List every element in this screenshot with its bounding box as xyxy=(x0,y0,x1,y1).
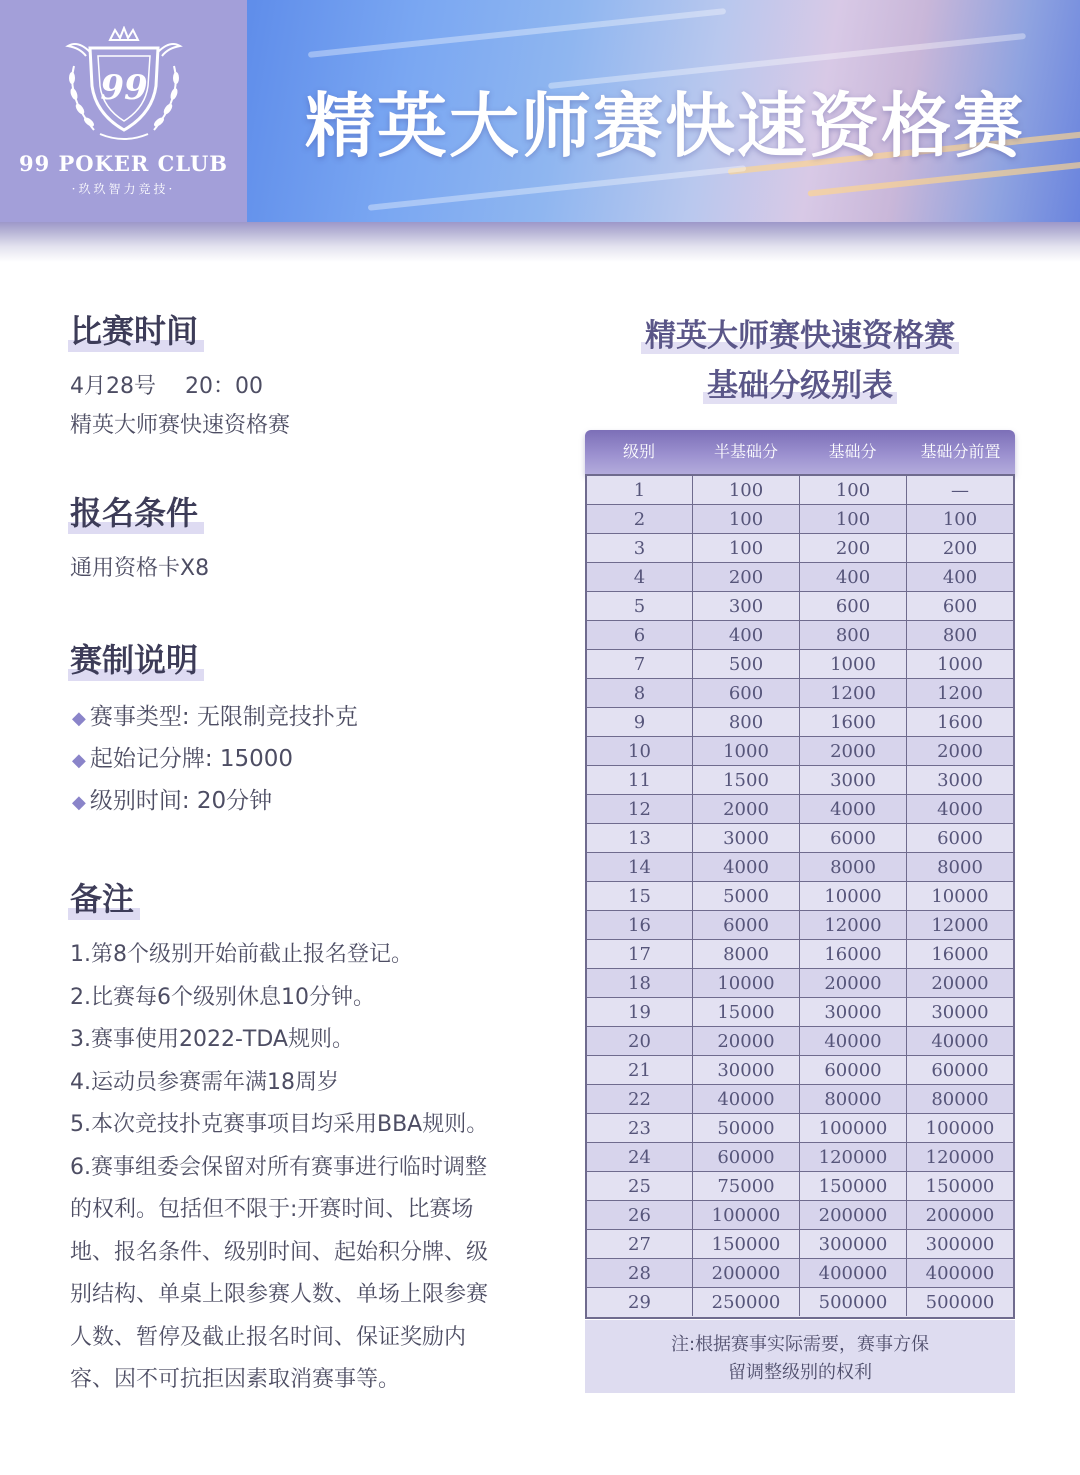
diamond-icon: ◆ xyxy=(72,708,86,729)
cell-half-base: 2000 xyxy=(693,795,800,823)
table-title-line1: 精英大师赛快速资格赛 xyxy=(585,310,1015,355)
cell-base-ante: 120000 xyxy=(925,1147,995,1168)
table-row xyxy=(587,563,1013,592)
table-body xyxy=(585,474,1015,1319)
cell-base: 8000 xyxy=(800,853,907,881)
cell-level: 19 xyxy=(587,998,693,1026)
format-bullet: ◆ 起始记分牌: 15000 xyxy=(72,746,294,772)
cell-base: 100 xyxy=(800,505,907,533)
cell-base-ante: 150000 xyxy=(925,1176,995,1197)
cell-half-base: 100 xyxy=(693,505,800,533)
cell-base-ante: 2000 xyxy=(937,741,983,762)
cell-base: 400000 xyxy=(800,1259,907,1287)
cell-level: 13 xyxy=(587,824,693,852)
table-row xyxy=(587,795,1013,824)
table-row xyxy=(587,911,1013,940)
table-row xyxy=(587,679,1013,708)
cell-base: 60000 xyxy=(800,1056,907,1084)
cell-base: 1200 xyxy=(800,679,907,707)
cell-half-base: 150000 xyxy=(693,1230,800,1258)
cell-base-ante: 200 xyxy=(942,538,978,559)
crest-number: 99 xyxy=(100,68,148,108)
cell-base-ante: 3000 xyxy=(937,770,983,791)
cell-level: 23 xyxy=(587,1114,693,1142)
cell-base-ante: 1200 xyxy=(937,683,983,704)
cell-half-base: 400 xyxy=(693,621,800,649)
cell-base: 100 xyxy=(800,476,907,504)
section-title-time: 比赛时间 xyxy=(70,306,198,352)
cell-base: 150000 xyxy=(800,1172,907,1200)
cell-level: 16 xyxy=(587,911,693,939)
note-line: 容、因不可抗拒因素取消赛事等。 xyxy=(70,1367,401,1392)
table-row xyxy=(587,882,1013,911)
cell-base-ante: 20000 xyxy=(931,973,989,994)
cell-base-ante: 40000 xyxy=(931,1031,989,1052)
cell-base-ante: 10000 xyxy=(931,886,989,907)
footnote-line: 留调整级别的权利 xyxy=(728,1362,872,1383)
table-row xyxy=(587,650,1013,679)
cell-level: 27 xyxy=(587,1230,693,1258)
cell-base-ante: 12000 xyxy=(931,915,989,936)
note-line: 6.赛事组委会保留对所有赛事进行临时调整 xyxy=(70,1154,487,1180)
cell-level: 18 xyxy=(587,969,693,997)
cell-base: 200000 xyxy=(800,1201,907,1229)
cell-level: 9 xyxy=(587,708,693,736)
cell-level: 24 xyxy=(587,1143,693,1171)
cell-level: 6 xyxy=(587,621,693,649)
cell-base-ante: 30000 xyxy=(931,1002,989,1023)
cell-half-base: 1000 xyxy=(693,737,800,765)
cell-half-base: 300 xyxy=(693,592,800,620)
cell-base: 40000 xyxy=(800,1027,907,1055)
cell-half-base: 40000 xyxy=(693,1085,800,1113)
cell-base: 120000 xyxy=(800,1143,907,1171)
cell-half-base: 20000 xyxy=(693,1027,800,1055)
cell-level: 22 xyxy=(587,1085,693,1113)
note-line: 2.比赛每6个级别休息10分钟。 xyxy=(70,984,375,1010)
cell-base-ante: 100 xyxy=(942,509,978,530)
cell-base-ante: — xyxy=(951,480,969,501)
cell-half-base: 100 xyxy=(693,476,800,504)
cell-level: 14 xyxy=(587,853,693,881)
cell-base: 80000 xyxy=(800,1085,907,1113)
page-title: 精英大师赛快速资格赛 xyxy=(305,85,1025,167)
cell-half-base: 75000 xyxy=(693,1172,800,1200)
cell-level: 7 xyxy=(587,650,693,678)
table-row xyxy=(587,824,1013,853)
cell-base: 1600 xyxy=(800,708,907,736)
cell-base-ante: 6000 xyxy=(937,828,983,849)
format-bullet: ◆ 赛事类型: 无限制竞技扑克 xyxy=(72,704,358,730)
cell-half-base: 4000 xyxy=(693,853,800,881)
cell-level: 28 xyxy=(587,1259,693,1287)
table-footnote xyxy=(585,1320,1015,1393)
section-title-format: 赛制说明 xyxy=(70,635,198,681)
note-line: 5.本次竞技扑克赛事项目均采用BBA规则。 xyxy=(70,1112,489,1137)
cell-half-base: 500 xyxy=(693,650,800,678)
cell-base-ante: 1000 xyxy=(937,654,983,675)
table-row xyxy=(587,1230,1013,1259)
note-line: 的权利。包括但不限于:开赛时间、比赛场 xyxy=(70,1197,474,1222)
cell-level: 10 xyxy=(587,737,693,765)
cell-base: 2000 xyxy=(800,737,907,765)
note-line: 3.赛事使用2022-TDA规则。 xyxy=(70,1027,354,1052)
cell-base-ante: 4000 xyxy=(937,799,983,820)
table-row xyxy=(587,737,1013,766)
cell-level: 17 xyxy=(587,940,693,968)
note-line: 地、报名条件、级别时间、起始积分牌、级 xyxy=(70,1239,489,1265)
table-row xyxy=(587,1259,1013,1288)
cell-half-base: 200 xyxy=(693,563,800,591)
cell-level: 8 xyxy=(587,679,693,707)
table-row xyxy=(587,998,1013,1027)
table-row xyxy=(587,476,1013,505)
format-bullet: ◆ 级别时间: 20分钟 xyxy=(72,788,273,814)
table-row xyxy=(587,766,1013,795)
cell-base: 300000 xyxy=(800,1230,907,1258)
cell-half-base: 50000 xyxy=(693,1114,800,1142)
table-row xyxy=(587,940,1013,969)
title-banner xyxy=(247,0,1080,222)
header-half-base: 半基础分 xyxy=(713,442,778,461)
cell-base-ante: 800 xyxy=(942,625,978,646)
club-subtitle: ·玖玖智力竞技· xyxy=(71,182,176,196)
cell-base: 10000 xyxy=(800,882,907,910)
cell-half-base: 600 xyxy=(693,679,800,707)
table-row xyxy=(587,969,1013,998)
cell-half-base: 8000 xyxy=(693,940,800,968)
cell-base-ante: 500000 xyxy=(925,1292,995,1313)
cell-base-ante: 100000 xyxy=(925,1118,995,1139)
note-line: 别结构、单桌上限参赛人数、单场上限参赛 xyxy=(70,1282,489,1307)
cell-base: 400 xyxy=(800,563,907,591)
cell-base-ante: 300000 xyxy=(925,1234,995,1255)
cell-half-base: 100000 xyxy=(693,1201,800,1229)
table-row xyxy=(587,592,1013,621)
table-row xyxy=(587,621,1013,650)
section-title-signup: 报名条件 xyxy=(70,488,198,534)
table-row xyxy=(587,1114,1013,1143)
cell-base-ante: 400 xyxy=(942,567,978,588)
cell-level: 29 xyxy=(587,1288,693,1316)
cell-level: 5 xyxy=(587,592,693,620)
cell-base-ante: 1600 xyxy=(937,712,983,733)
diamond-icon: ◆ xyxy=(72,750,86,771)
table-row xyxy=(587,1288,1013,1317)
signup-requirement: 通用资格卡X8 xyxy=(70,556,210,581)
note-line: 4.运动员参赛需年满18周岁 xyxy=(70,1069,339,1095)
cell-half-base: 200000 xyxy=(693,1259,800,1287)
cell-base-ante: 16000 xyxy=(931,944,989,965)
note-line: 人数、暂停及截止报名时间、保证奖励内 xyxy=(70,1324,467,1350)
cell-base-ante: 600 xyxy=(942,596,978,617)
table-row xyxy=(587,1143,1013,1172)
cell-half-base: 250000 xyxy=(693,1288,800,1316)
cell-base: 20000 xyxy=(800,969,907,997)
cell-level: 2 xyxy=(587,505,693,533)
cell-base-ante: 200000 xyxy=(925,1205,995,1226)
header-level: 级别 xyxy=(622,442,655,461)
cell-level: 21 xyxy=(587,1056,693,1084)
cell-level: 26 xyxy=(587,1201,693,1229)
cell-base: 100000 xyxy=(800,1114,907,1142)
diamond-icon: ◆ xyxy=(72,792,86,813)
cell-base: 3000 xyxy=(800,766,907,794)
time-line: 4月28号 20：00 xyxy=(70,374,263,399)
table-title-line2: 基础分级别表 xyxy=(585,360,1015,405)
cell-base: 4000 xyxy=(800,795,907,823)
header-shadow xyxy=(0,222,1080,262)
cell-half-base: 100 xyxy=(693,534,800,562)
cell-half-base: 5000 xyxy=(693,882,800,910)
header-base-ante: 基础分前置 xyxy=(920,442,1001,461)
cell-half-base: 30000 xyxy=(693,1056,800,1084)
cell-half-base: 60000 xyxy=(693,1143,800,1171)
cell-half-base: 3000 xyxy=(693,824,800,852)
cell-base: 12000 xyxy=(800,911,907,939)
cell-level: 20 xyxy=(587,1027,693,1055)
cell-base: 1000 xyxy=(800,650,907,678)
cell-half-base: 800 xyxy=(693,708,800,736)
table-row xyxy=(587,708,1013,737)
cell-level: 11 xyxy=(587,766,693,794)
cell-base-ante: 80000 xyxy=(931,1089,989,1110)
cell-base: 800 xyxy=(800,621,907,649)
footnote-line: 注:根据赛事实际需要，赛事方保 xyxy=(670,1334,930,1355)
logo-panel xyxy=(0,0,247,222)
cell-level: 3 xyxy=(587,534,693,562)
table-row xyxy=(587,1056,1013,1085)
cell-base-ante: 400000 xyxy=(925,1263,995,1284)
table-row xyxy=(587,505,1013,534)
table-row xyxy=(587,534,1013,563)
cell-half-base: 1500 xyxy=(693,766,800,794)
header xyxy=(0,0,1080,222)
table-header xyxy=(585,430,1015,474)
note-line: 1.第8个级别开始前截止报名登记。 xyxy=(70,942,413,967)
table-row xyxy=(587,1172,1013,1201)
cell-base: 6000 xyxy=(800,824,907,852)
cell-half-base: 15000 xyxy=(693,998,800,1026)
section-title-notes: 备注 xyxy=(70,874,134,920)
table-row xyxy=(587,1027,1013,1056)
cell-base: 30000 xyxy=(800,998,907,1026)
cell-base-ante: 60000 xyxy=(931,1060,989,1081)
cell-level: 12 xyxy=(587,795,693,823)
cell-half-base: 6000 xyxy=(693,911,800,939)
cell-level: 4 xyxy=(587,563,693,591)
club-name: 99 POKER CLUB xyxy=(18,151,229,176)
table-row xyxy=(587,1085,1013,1114)
cell-level: 15 xyxy=(587,882,693,910)
cell-base: 16000 xyxy=(800,940,907,968)
cell-base: 600 xyxy=(800,592,907,620)
table-row xyxy=(587,1201,1013,1230)
cell-base: 500000 xyxy=(800,1288,907,1316)
cell-half-base: 10000 xyxy=(693,969,800,997)
cell-base-ante: 8000 xyxy=(937,857,983,878)
header-base: 基础分 xyxy=(828,442,877,461)
cell-level: 25 xyxy=(587,1172,693,1200)
cell-base: 200 xyxy=(800,534,907,562)
cell-level: 1 xyxy=(587,476,693,504)
time-event-name: 精英大师赛快速资格赛 xyxy=(70,413,291,438)
table-row xyxy=(587,853,1013,882)
